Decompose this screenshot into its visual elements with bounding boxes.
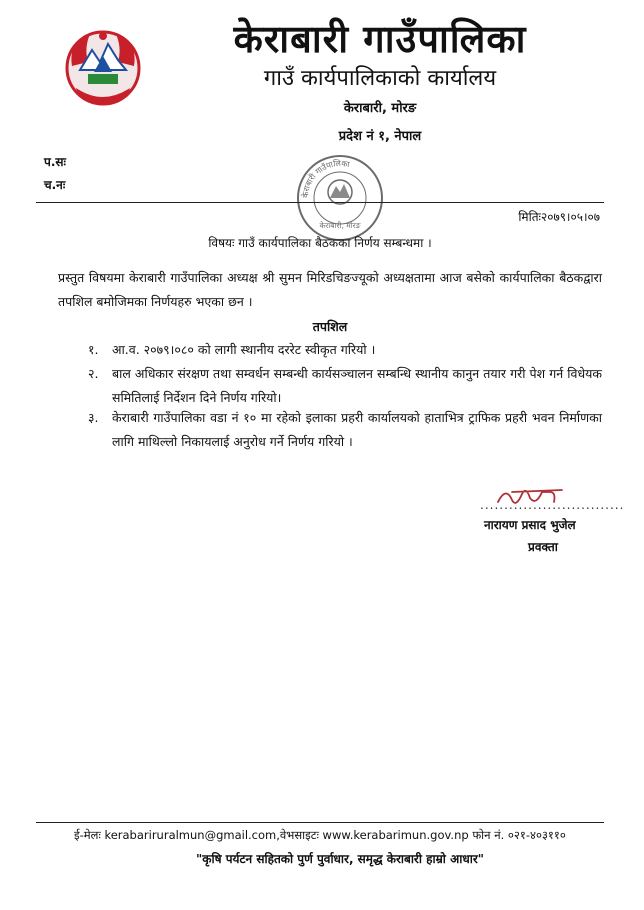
letter-date: मितिः२०७९।०५।०७: [518, 210, 600, 224]
reference-ps-label: प.सः: [44, 155, 66, 169]
letter-subject: विषयः गाउँ कार्यपालिका बैठकका निर्णय सम्बन्धमा ।: [208, 236, 432, 250]
footer-divider: [36, 822, 604, 823]
government-emblem-icon: [58, 22, 148, 110]
office-name: गाउँ कार्यपालिकाको कार्यालय: [263, 66, 497, 91]
details-heading: तपशिल: [312, 319, 348, 334]
footer-motto: "कृषि पर्यटन सहितको पुर्ण पुर्वाधार, समृद्ध केराबारी हाम्रो आधार": [196, 852, 484, 866]
decision-item: [88, 362, 602, 410]
decision-number: १.: [88, 342, 99, 357]
footer-contact: ई-मेलः kerabariruralmun@gmail.com,वेभसाइटः www.kerabarimun.gov.np फोन नं. ०२१-४०३११०: [74, 828, 566, 842]
decision-number: २.: [88, 366, 99, 381]
reference-cn-label: च.नः: [44, 178, 66, 192]
decision-text: आ.व. २०७९।०८० को लागी स्थानीय दररेट स्वीकृत गरियो ।: [112, 342, 376, 357]
intro-paragraph: प्रस्तुत विषयमा केराबारी गाउँपालिका अध्यक्ष श्री सुमन मिरिडचिङज्यूको अध्यक्षतामा आज बसेको कार्यपालिका बैठकद्वारा तपशिल बमोजिमका निर्णयहरु भएका छन ।: [58, 270, 602, 309]
decision-text: केराबारी गाउँपालिका वडा नं १० मा रहेको इलाका प्रहरी कार्यालयको हाताभित्र ट्राफिक प्रहरी भवन निर्माणका लागि माथिल्लो निकायलाई अनुरोध गर्ने निर्णय गरियो ।: [112, 410, 602, 449]
signature-line: ..............................: [480, 498, 625, 512]
address-line-2: प्रदेश नं १, नेपाल: [338, 129, 422, 144]
decision-item: [88, 338, 602, 362]
office-seal-icon: [294, 152, 386, 244]
decision-item: [88, 406, 602, 454]
decision-number: ३.: [88, 410, 99, 425]
signatory-name: नारायण प्रसाद भुजेल: [484, 518, 576, 532]
seal-text-bottom: केराबारी, मोरङ: [319, 221, 361, 230]
address-line-1: केराबारी, मोरङ: [343, 101, 417, 116]
decision-text: बाल अधिकार संरक्षण तथा सम्वर्धन सम्बन्धी कार्यसञ्चालन सम्बन्धि स्थानीय कानुन तयार गरी पेश गर्न विधेयक समितिलाई निर्देशन दिने निर्णय गरियो।: [112, 366, 602, 405]
header-divider: [36, 202, 604, 203]
signatory-designation: प्रवक्ता: [528, 540, 558, 554]
seal-text-top: केराबारी गाउँपालिका: [300, 158, 351, 199]
municipality-title: केराबारी गाउँपालिका: [233, 17, 527, 61]
